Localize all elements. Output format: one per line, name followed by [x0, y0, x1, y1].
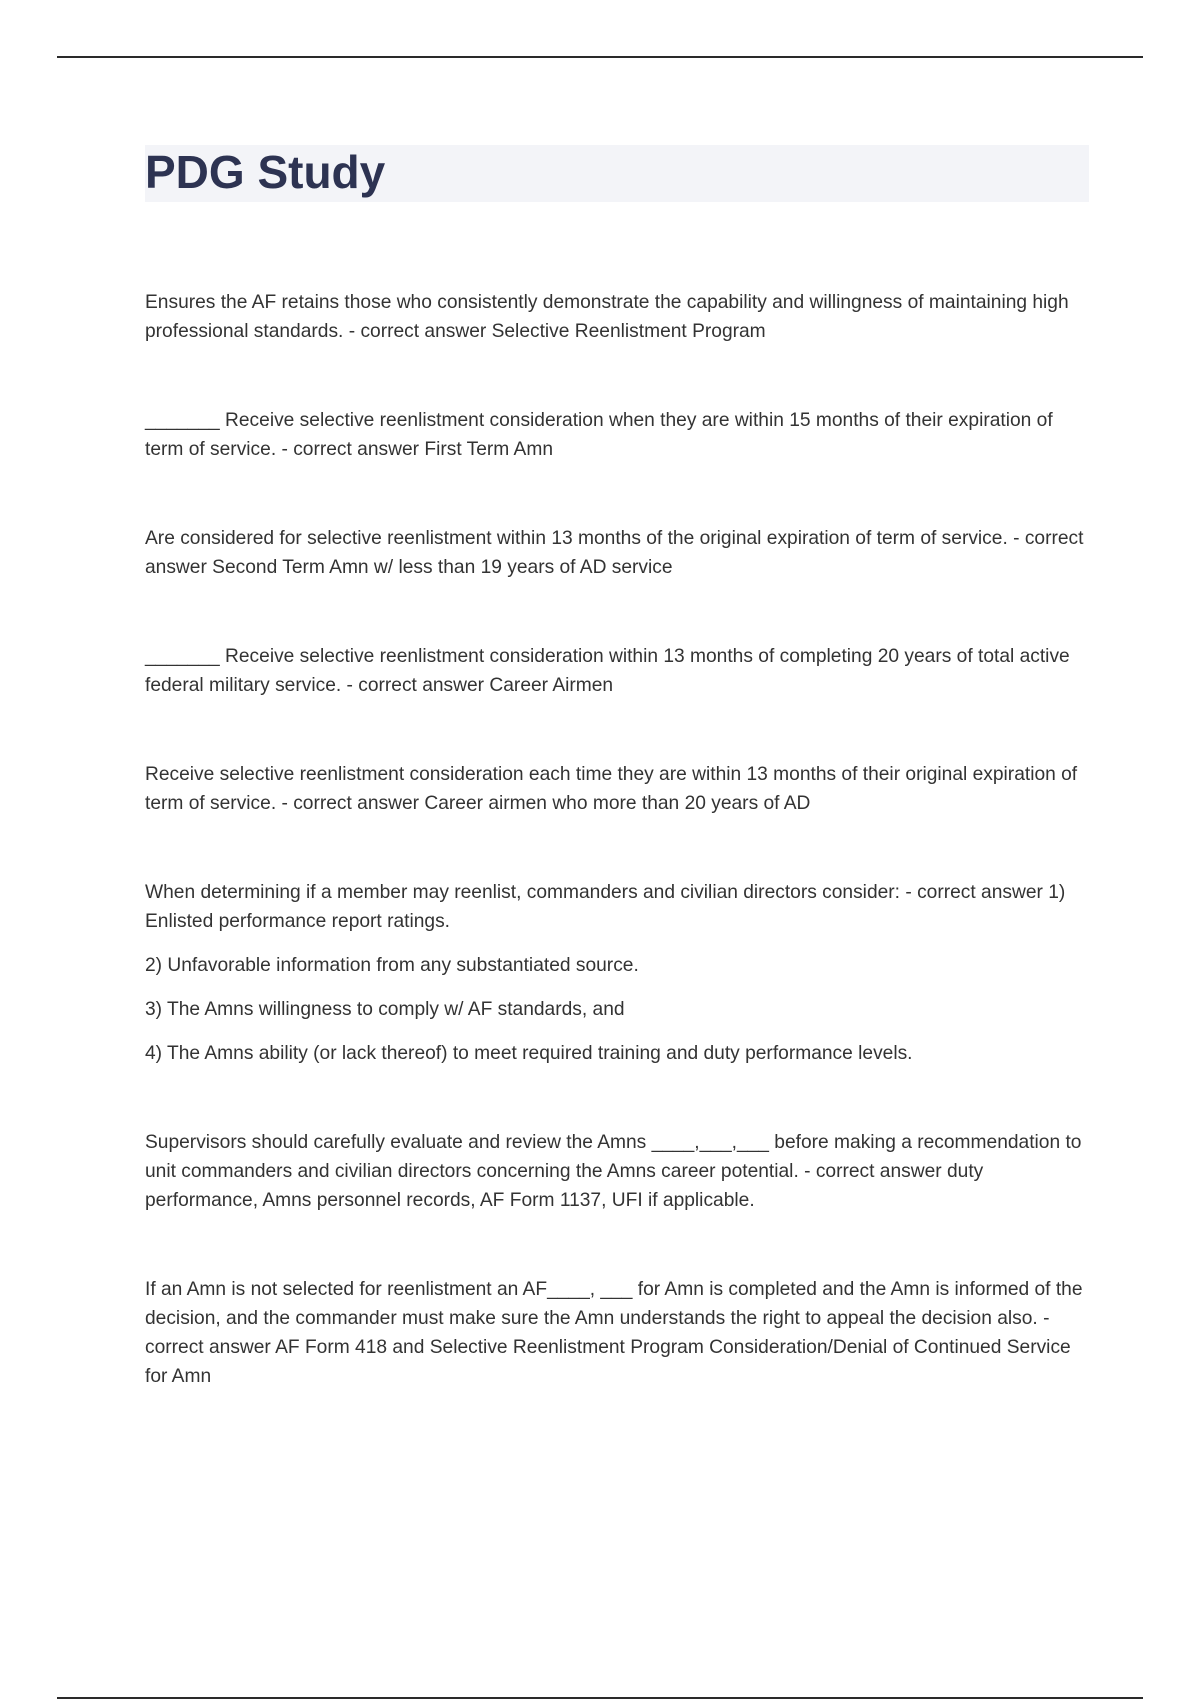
qa-text: Receive selective reenlistment consideration each time they are within 13 months of their original expiration of term of service. - correct answer Career airmen who more than 20 years of AD: [145, 764, 1078, 814]
qa-entry: [145, 1128, 1095, 1215]
qa-text: Are considered for selective reenlistment within 13 months of the original expiration of term of service. - correct answer Second Term Amn w/ less than 19 years of AD service: [145, 528, 1084, 578]
top-rule: [57, 56, 1143, 58]
qa-entry: [145, 1275, 1095, 1391]
qa-text: _______ Receive selective reenlistment consideration within 13 months of completing 20 years of total active federal military service. - correct answer Career Airmen: [145, 646, 1070, 696]
qa-entry: [145, 524, 1095, 582]
qa-text: When determining if a member may reenlist, commanders and civilian directors consider: - correct answer 1) Enlisted performance report ratings.: [145, 882, 1066, 932]
qa-text: Supervisors should carefully evaluate and review the Amns ____,___,___ before making a recommendation to unit commanders and civilian directors concerning the Amns career potential. - correct answer duty performance, Amns personnel records, AF Form 1137, UFI if applicable.: [145, 1132, 1082, 1211]
qa-entry: [145, 760, 1095, 818]
qa-list-item: 4) The Amns ability (or lack thereof) to meet required training and duty performance levels.: [145, 1043, 913, 1064]
qa-entry: [145, 878, 1095, 1068]
qa-list-item: 3) The Amns willingness to comply w/ AF standards, and: [145, 999, 625, 1020]
qa-list-item: 2) Unfavorable information from any substantiated source.: [145, 955, 639, 976]
document-body: [145, 288, 1095, 1451]
bottom-rule: [57, 1697, 1143, 1699]
page-title: PDG Study: [145, 146, 386, 198]
qa-entry: [145, 406, 1095, 464]
qa-entry: [145, 288, 1095, 346]
title-band: [145, 145, 1089, 202]
qa-text: _______ Receive selective reenlistment consideration when they are within 15 months of their expiration of term of service. - correct answer First Term Amn: [145, 410, 1053, 460]
qa-text: Ensures the AF retains those who consistently demonstrate the capability and willingness of maintaining high professional standards. - correct answer Selective Reenlistment Program: [145, 292, 1069, 342]
qa-text: If an Amn is not selected for reenlistment an AF____, ___ for Amn is completed and the Amn is informed of the decision, and the commander must make sure the Amn understands the right to appeal the decision also. - correct answer AF Form 418 and Selective Reenlistment Program Consideration/Denial of Continued Service for Amn: [145, 1279, 1083, 1387]
qa-entry: [145, 642, 1095, 700]
